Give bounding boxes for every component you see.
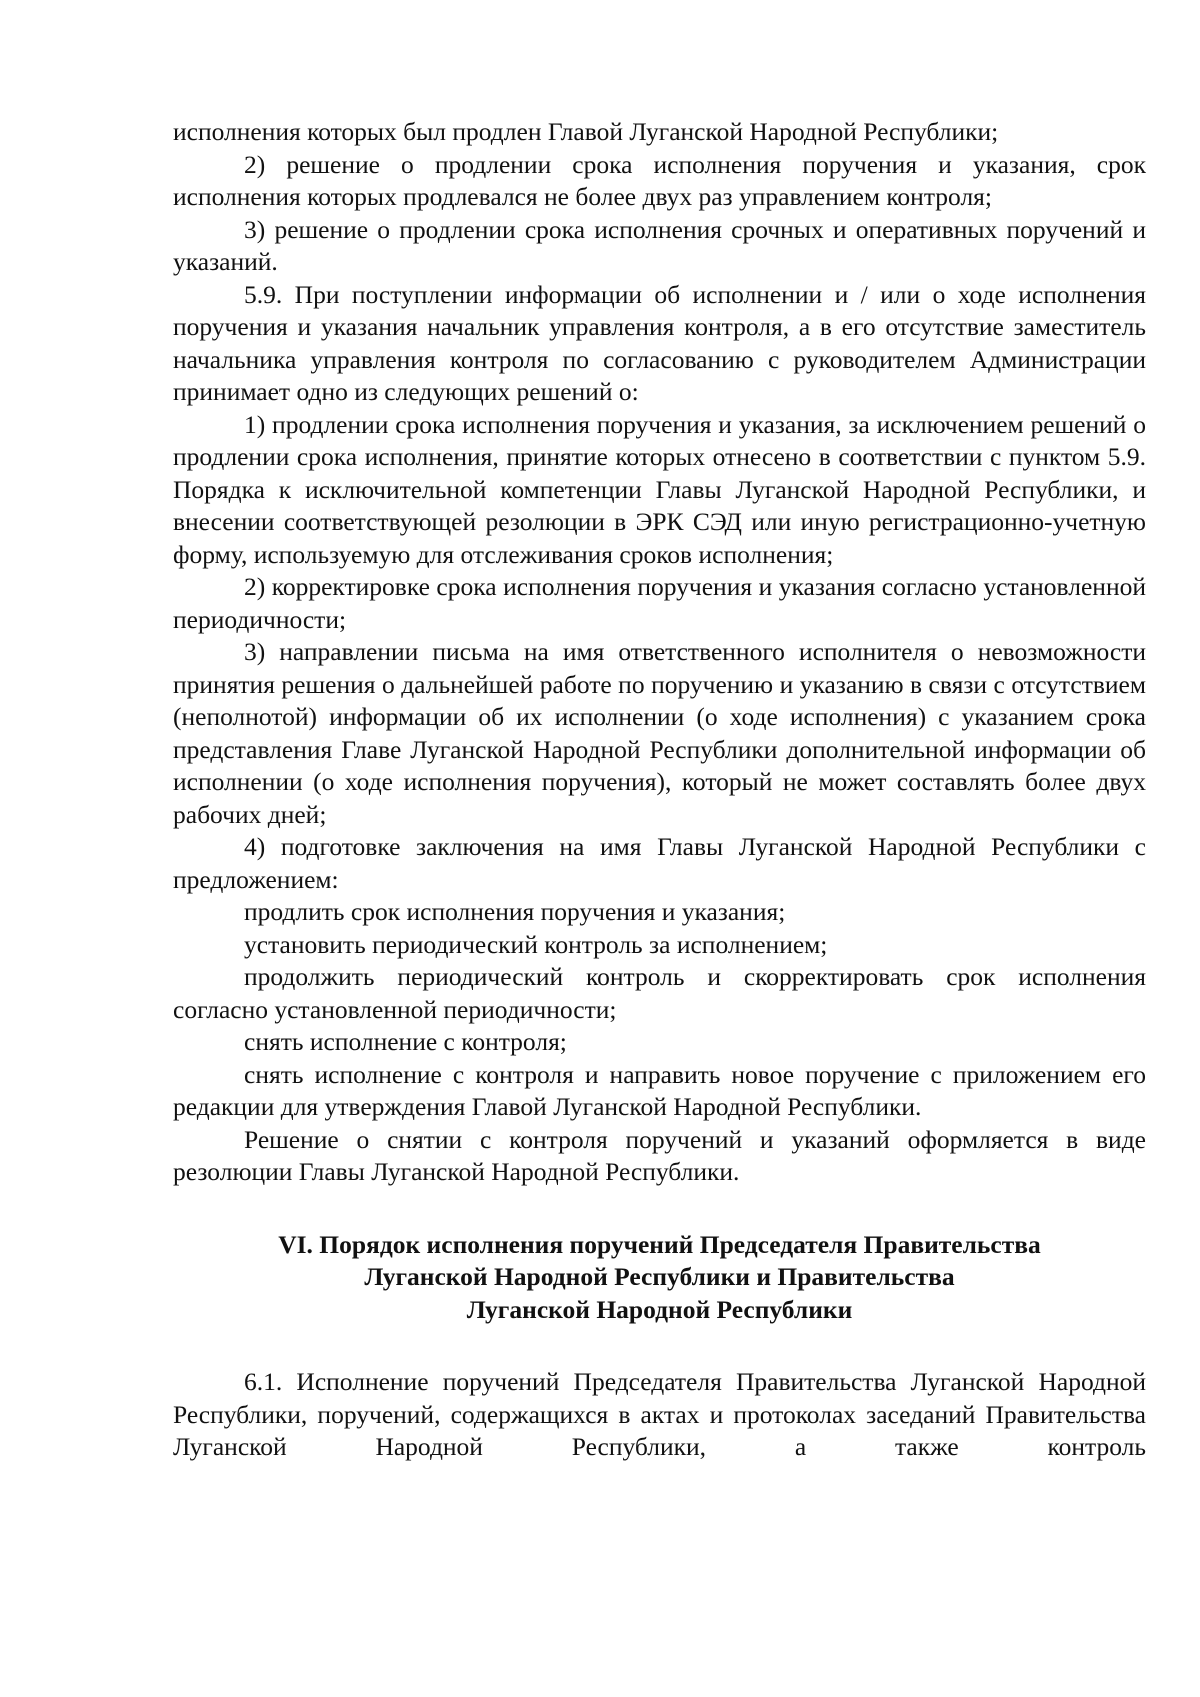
paragraph-item-2: 2) решение о продлении срока исполнения поручения и указания, срок исполнения которых продлевался не более двух раз управлением контроля;: [173, 149, 1146, 211]
section-heading: [173, 1229, 1146, 1327]
section-heading-line: Луганской Народной Республики и Правительства: [364, 1262, 955, 1291]
proposal-item-remove: снять исполнение с контроля;: [244, 1027, 567, 1056]
section-heading-line: VI. Порядок исполнения поручений Председателя Правительства: [278, 1229, 1041, 1259]
paragraph-decision-2: 2) корректировке срока исполнения поручения и указания согласно установленной периодичности;: [173, 572, 1146, 634]
document-body: [173, 116, 1146, 1464]
paragraph-resolution: Решение о снятии с контроля поручений и указаний оформляется в виде резолюции Главы Луганской Народной Республики.: [173, 1124, 1146, 1186]
proposal-item-extend: продлить срок исполнения поручения и указания;: [244, 897, 786, 926]
proposal-item-remove-new: снять исполнение с контроля и направить новое поручение с приложением его редакции для утверждения Главой Луганской Народной Республики.: [173, 1059, 1146, 1121]
paragraph-decision-3: 3) направлении письма на имя ответственного исполнителя о невозможности принятия решения о дальнейшей работе по поручению и указанию в связи с отсутствием (неполнотой) информации об их исполнении (о ходе исполнения) с указанием срока представления Главе Луганской Народной Республики дополнительной информации об исполнении (о ходе исполнения поручения), который не может составлять более двух рабочих дней;: [173, 637, 1146, 829]
section-heading-line: Луганской Народной Республики: [466, 1294, 853, 1324]
paragraph-decision-1: 1) продлении срока исполнения поручения и указания, за исключением решений о продлении срока исполнения, принятие которых отнесено в соответствии с пунктом 5.9. Порядка к исключительной компетенции Главы Луганской Народной Республики, и внесении соответствующей резолюции в ЭРК СЭД или иную регистрационно-учетную форму, используемую для отслеживания сроков исполнения;: [173, 409, 1146, 569]
paragraph-item-3: 3) решение о продлении срока исполнения срочных и оперативных поручений и указаний.: [173, 214, 1146, 276]
paragraph-5-9: 5.9. При поступлении информации об исполнении и / или о ходе исполнения поручения и указания начальник управления контроля, а в его отсутствие заместитель начальника управления контроля по согласованию с руководителем Администрации принимает одно из следующих решений о:: [173, 279, 1146, 406]
proposal-item-continue: продолжить периодический контроль и скорректировать срок исполнения согласно установленной периодичности;: [173, 962, 1146, 1024]
paragraph-6-1: 6.1. Исполнение поручений Председателя Правительства Луганской Народной Республики, поручений, содержащихся в актах и протоколах заседаний Правительства Луганской Народной Республики, а также контроль: [173, 1367, 1146, 1461]
paragraph-decision-4: 4) подготовке заключения на имя Главы Луганской Народной Республики с предложением:: [173, 832, 1146, 894]
paragraph-continuation: исполнения которых был продлен Главой Луганской Народной Республики;: [173, 117, 999, 146]
proposal-item-periodic: установить периодический контроль за исполнением;: [244, 929, 828, 959]
